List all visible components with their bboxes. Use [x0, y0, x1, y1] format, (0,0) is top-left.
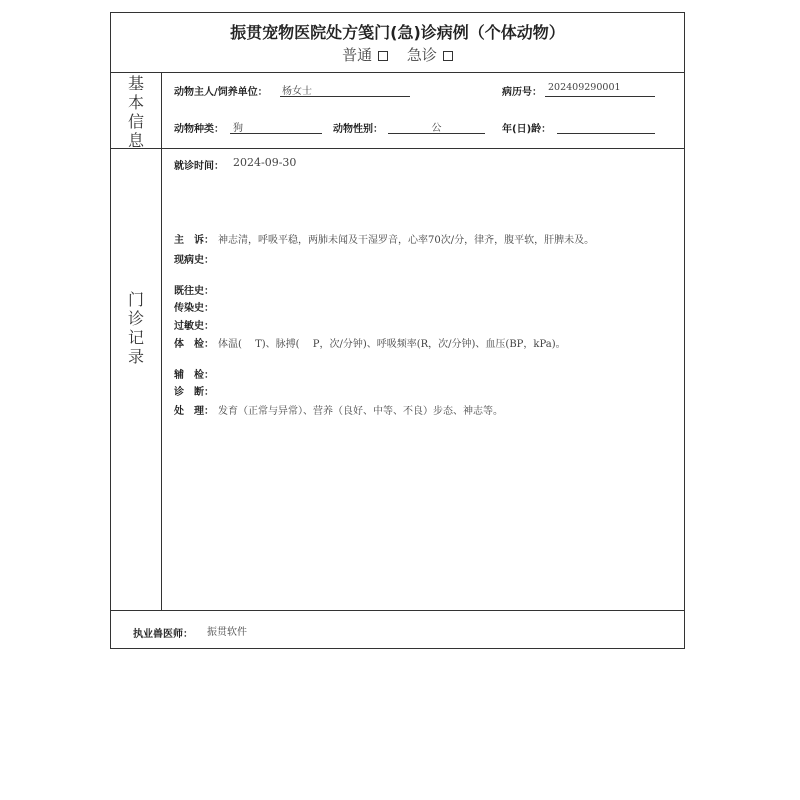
record-no-underline — [545, 96, 655, 97]
record-field-auxiliary-exam: 辅 检： — [174, 370, 214, 381]
visit-time-label: 就诊时间： — [174, 161, 224, 172]
vet-label: 执业兽医师： — [133, 629, 193, 640]
record-field-diagnosis: 诊 断： — [174, 387, 214, 398]
record-no-value[interactable]: 202409290001 — [548, 82, 621, 93]
record-field-physical-exam: 体 检： 体温( T)、脉搏( P，次/分钟)、呼吸频率(R，次/分钟)、血压(BP，kPa)。 — [174, 339, 566, 350]
sex-underline — [388, 133, 485, 134]
visit-type-normal-label: 普通 — [342, 46, 373, 64]
visit-type-emergency-label: 急诊 — [406, 46, 437, 64]
record-field-present-history: 现病史： — [174, 255, 214, 266]
owner-label: 动物主人/饲养单位： — [174, 87, 268, 98]
record-no-label: 病历号： — [502, 87, 542, 98]
species-value[interactable]: 狗 — [233, 123, 243, 134]
visit-type-normal-checkbox[interactable] — [378, 51, 388, 61]
divider — [110, 148, 685, 149]
record-section-label: 门诊记录 — [127, 290, 144, 366]
owner-underline — [280, 96, 410, 97]
basic-info-section-label: 基本信息 — [127, 74, 144, 150]
record-field-past-history: 既往史： — [174, 286, 214, 297]
visit-time-value[interactable]: 2024-09-30 — [233, 156, 297, 169]
divider — [110, 610, 685, 611]
visit-type-emergency-checkbox[interactable] — [443, 51, 453, 61]
visit-type-options — [110, 44, 685, 65]
sex-value[interactable]: 公 — [431, 123, 442, 134]
owner-value[interactable]: 杨女士 — [282, 86, 312, 97]
species-underline — [230, 133, 322, 134]
species-label: 动物种类： — [174, 124, 224, 135]
record-field-chief-complaint: 主 诉： 神志清，呼吸平稳，两肺未闻及干湿罗音，心率70次/分，律齐，腹平软，肝脾未及。 — [174, 235, 595, 246]
age-underline — [557, 133, 655, 134]
age-label: 年(日)龄： — [502, 124, 552, 135]
record-field-allergy-history: 过敏史： — [174, 321, 214, 332]
form-title: 振贯宠物医院处方笺门(急)诊病例（个体动物） — [230, 23, 565, 42]
record-field-infection-history: 传染史： — [174, 303, 214, 314]
divider — [110, 72, 685, 73]
record-field-treatment: 处 理： 发育（正常与异常）、营养（良好、中等、不良）步态、神志等。 — [174, 406, 503, 417]
sex-label: 动物性别： — [333, 124, 383, 135]
vet-value: 振贯软件 — [207, 627, 247, 638]
